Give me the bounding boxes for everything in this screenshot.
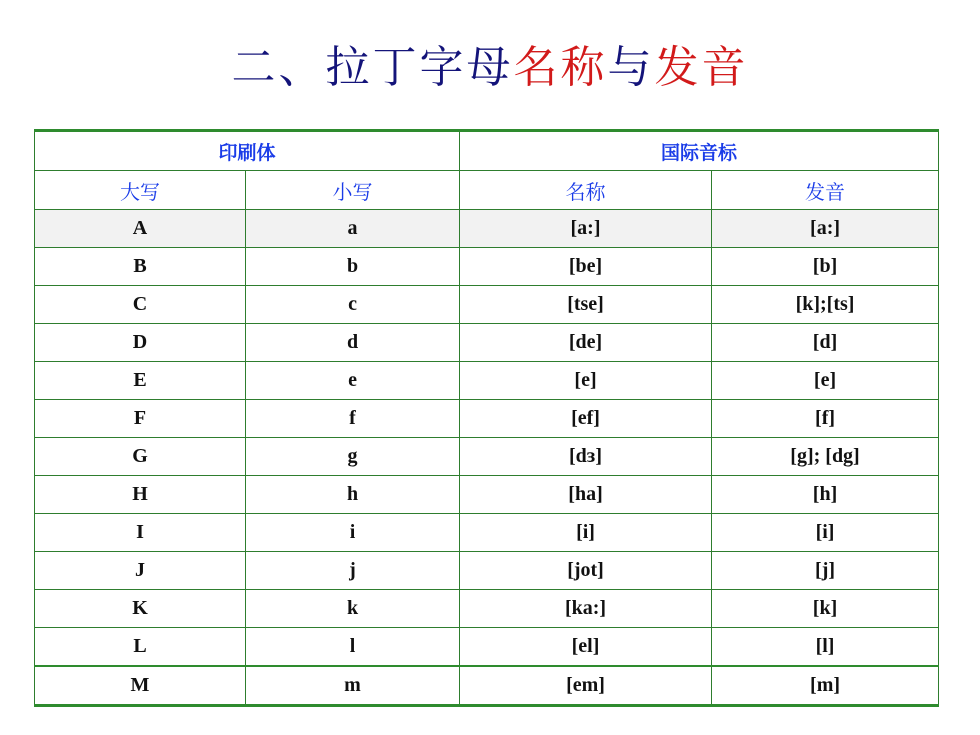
table-row: [35, 666, 939, 706]
pronunciation-cell: [h]: [712, 476, 939, 514]
table-row: [35, 590, 939, 628]
page-title: [0, 38, 980, 98]
group-header-print: 印刷体: [35, 131, 460, 171]
name-cell: [el]: [460, 628, 712, 667]
uppercase-cell: I: [35, 514, 246, 552]
column-header-pronunciation: 发音: [712, 171, 939, 210]
name-cell: [de]: [460, 324, 712, 362]
uppercase-cell: D: [35, 324, 246, 362]
name-cell: [ef]: [460, 400, 712, 438]
title-part-3: 与: [607, 42, 655, 93]
name-cell: [jot]: [460, 552, 712, 590]
lowercase-cell: g: [246, 438, 460, 476]
uppercase-cell: H: [35, 476, 246, 514]
alphabet-table: [34, 129, 939, 707]
pronunciation-cell: [k];[ts]: [712, 286, 939, 324]
lowercase-cell: k: [246, 590, 460, 628]
uppercase-cell: F: [35, 400, 246, 438]
lowercase-cell: m: [246, 666, 460, 706]
name-cell: [i]: [460, 514, 712, 552]
table-row: [35, 476, 939, 514]
name-cell: [e]: [460, 362, 712, 400]
table-row: [35, 628, 939, 667]
column-header-row: [35, 171, 939, 210]
title-part-2: 名称: [513, 42, 608, 93]
lowercase-cell: e: [246, 362, 460, 400]
name-cell: [a:]: [460, 210, 712, 248]
table-row: [35, 400, 939, 438]
title-part-4: 发音: [654, 42, 749, 93]
table-row: [35, 248, 939, 286]
uppercase-cell: E: [35, 362, 246, 400]
lowercase-cell: b: [246, 248, 460, 286]
uppercase-cell: A: [35, 210, 246, 248]
lowercase-cell: f: [246, 400, 460, 438]
pronunciation-cell: [i]: [712, 514, 939, 552]
uppercase-cell: J: [35, 552, 246, 590]
lowercase-cell: j: [246, 552, 460, 590]
name-cell: [tse]: [460, 286, 712, 324]
table-row: [35, 286, 939, 324]
pronunciation-cell: [l]: [712, 628, 939, 667]
column-header-name: 名称: [460, 171, 712, 210]
table-row: [35, 552, 939, 590]
table-row: [35, 438, 939, 476]
pronunciation-cell: [b]: [712, 248, 939, 286]
uppercase-cell: L: [35, 628, 246, 667]
group-header-ipa: 国际音标: [460, 131, 939, 171]
uppercase-cell: K: [35, 590, 246, 628]
pronunciation-cell: [k]: [712, 590, 939, 628]
uppercase-cell: C: [35, 286, 246, 324]
column-header-uppercase: 大写: [35, 171, 246, 210]
column-header-lowercase: 小写: [246, 171, 460, 210]
uppercase-cell: M: [35, 666, 246, 706]
lowercase-cell: l: [246, 628, 460, 667]
lowercase-cell: d: [246, 324, 460, 362]
table-row: [35, 210, 939, 248]
pronunciation-cell: [e]: [712, 362, 939, 400]
title-part-1: 二、拉丁字母: [231, 42, 514, 93]
lowercase-cell: a: [246, 210, 460, 248]
table-row: [35, 324, 939, 362]
name-cell: [em]: [460, 666, 712, 706]
pronunciation-cell: [m]: [712, 666, 939, 706]
pronunciation-cell: [f]: [712, 400, 939, 438]
name-cell: [be]: [460, 248, 712, 286]
pronunciation-cell: [a:]: [712, 210, 939, 248]
name-cell: [dɜ]: [460, 438, 712, 476]
name-cell: [ha]: [460, 476, 712, 514]
pronunciation-cell: [d]: [712, 324, 939, 362]
pronunciation-cell: [g]; [dg]: [712, 438, 939, 476]
lowercase-cell: c: [246, 286, 460, 324]
uppercase-cell: G: [35, 438, 246, 476]
uppercase-cell: B: [35, 248, 246, 286]
lowercase-cell: h: [246, 476, 460, 514]
table-row: [35, 362, 939, 400]
table-row: [35, 514, 939, 552]
name-cell: [ka:]: [460, 590, 712, 628]
group-header-row: [35, 131, 939, 171]
lowercase-cell: i: [246, 514, 460, 552]
pronunciation-cell: [j]: [712, 552, 939, 590]
